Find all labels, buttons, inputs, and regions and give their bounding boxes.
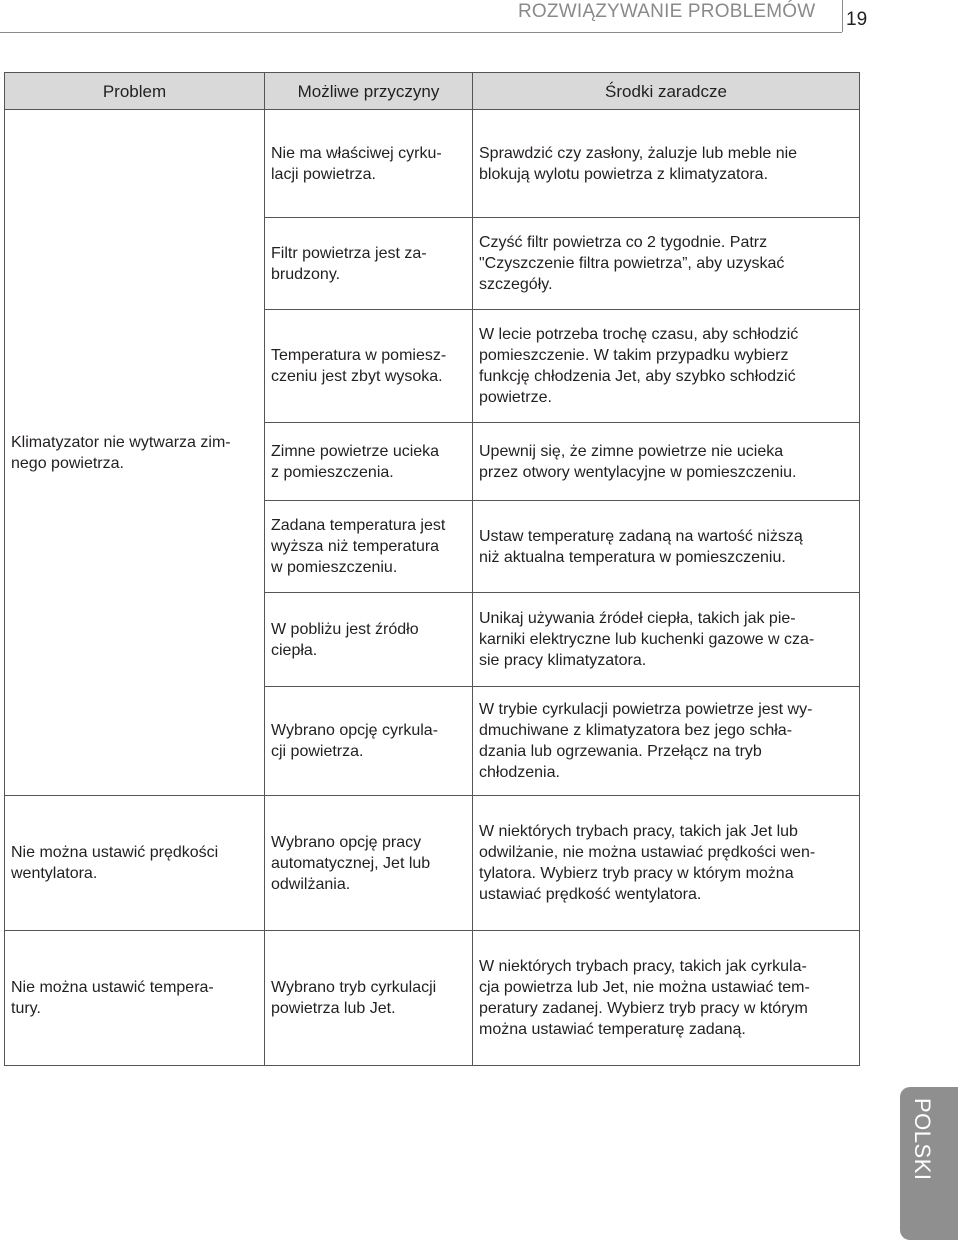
remedy-cell <box>473 796 860 931</box>
remedy-text: Czyść filtr powietrza co 2 tygodnie. Patrz "Czyszczenie filtra powietrza”, aby uzyskać szczegóły. <box>479 234 785 293</box>
cause-text: Wybrano opcję cyrkula- cji powietrza. <box>271 722 439 760</box>
remedy-cell <box>473 423 860 501</box>
remedy-cell <box>473 687 860 796</box>
cause-text: Wybrano tryb cyrkulacji powietrza lub Jet. <box>271 979 437 1017</box>
remedy-cell <box>473 931 860 1066</box>
remedy-cell <box>473 218 860 310</box>
cause-cell <box>265 423 473 501</box>
remedy-cell <box>473 501 860 593</box>
problem-text: Klimatyzator nie wytwarza zim- nego powietrza. <box>11 433 231 472</box>
cause-text: Zimne powietrze ucieka z pomieszczenia. <box>271 442 440 481</box>
problem-cell <box>5 110 265 796</box>
language-tab-label: POLSKI <box>910 1098 935 1181</box>
table-row <box>5 931 860 1066</box>
cause-cell <box>265 110 473 218</box>
cause-cell <box>265 501 473 593</box>
remedy-text: Ustaw temperaturę zadaną na wartość niższą niż aktualna temperatura w pomieszczeniu. <box>479 527 803 566</box>
remedy-cell <box>473 110 860 218</box>
header-remedies: Środki zaradcze <box>473 73 860 110</box>
cause-cell <box>265 218 473 310</box>
cause-text: Temperatura w pomiesz- czeniu jest zbyt wysoka. <box>271 347 447 385</box>
problem-cell <box>5 931 265 1066</box>
cause-cell <box>265 310 473 423</box>
section-title: ROZWIĄZYWANIE PROBLEMÓW <box>518 1 816 22</box>
cause-text: Zadana temperatura jest wyższa niż temperatura w pomieszczeniu. <box>271 517 446 576</box>
remedy-text: W trybie cyrkulacji powietrza powietrze jest wy- dmuchiwane z klimatyzatora bez jego schła- dzania lub ogrzewania. Przełącz na tryb chłodzenia. <box>479 701 813 781</box>
troubleshooting-table <box>4 72 860 1066</box>
remedy-cell <box>473 310 860 423</box>
table-header-row <box>5 73 860 110</box>
cause-cell <box>265 931 473 1066</box>
cause-cell <box>265 687 473 796</box>
header-problem: Problem <box>5 73 265 110</box>
table-row <box>5 110 860 218</box>
cause-text: W pobliżu jest źródło ciepła. <box>271 620 419 659</box>
remedy-text: W niektórych trybach pracy, takich jak Jet lub odwilżanie, nie można ustawiać prędkości wen- tylatora. Wybierz tryb pracy w którym można ustawiać prędkość wentylatora. <box>479 823 816 903</box>
remedy-text: W lecie potrzeba trochę czasu, aby schłodzić pomieszczenie. W takim przypadku wybierz funkcję chłodzenia Jet, aby szybko schłodzić powietrze. <box>479 326 799 406</box>
page-number: 19 <box>846 9 868 30</box>
header-causes: Możliwe przyczyny <box>265 73 473 110</box>
table-row <box>5 796 860 931</box>
remedy-cell <box>473 593 860 687</box>
cause-cell <box>265 796 473 931</box>
problem-text: Nie można ustawić tempera- tury. <box>11 979 214 1017</box>
header-rule <box>0 32 842 33</box>
cause-cell <box>265 593 473 687</box>
cause-text: Filtr powietrza jest za- brudzony. <box>271 244 427 283</box>
remedy-text: Sprawdzić czy zasłony, żaluzje lub meble nie blokują wylotu powietrza z klimatyzatora. <box>479 144 798 183</box>
problem-cell <box>5 796 265 931</box>
problem-text: Nie można ustawić prędkości wentylatora. <box>11 844 219 882</box>
remedy-text: Upewnij się, że zimne powietrze nie ucieka przez otwory wentylacyjne w pomieszczeniu. <box>479 442 797 481</box>
header-divider <box>842 0 843 32</box>
cause-text: Wybrano opcję pracy automatycznej, Jet lub odwilżania. <box>271 833 431 893</box>
cause-text: Nie ma właściwej cyrku- lacji powietrza. <box>271 144 442 183</box>
remedy-text: Unikaj używania źródeł ciepła, takich jak pie- karniki elektryczne lub kuchenki gazowe w cza- sie pracy klimatyzatora. <box>479 610 815 669</box>
remedy-text: W niektórych trybach pracy, takich jak cyrkula- cja powietrza lub Jet, nie można ustawiać tem- peratury zadanej. Wybierz tryb pracy w którym można ustawiać temperaturę zadaną. <box>479 958 810 1038</box>
